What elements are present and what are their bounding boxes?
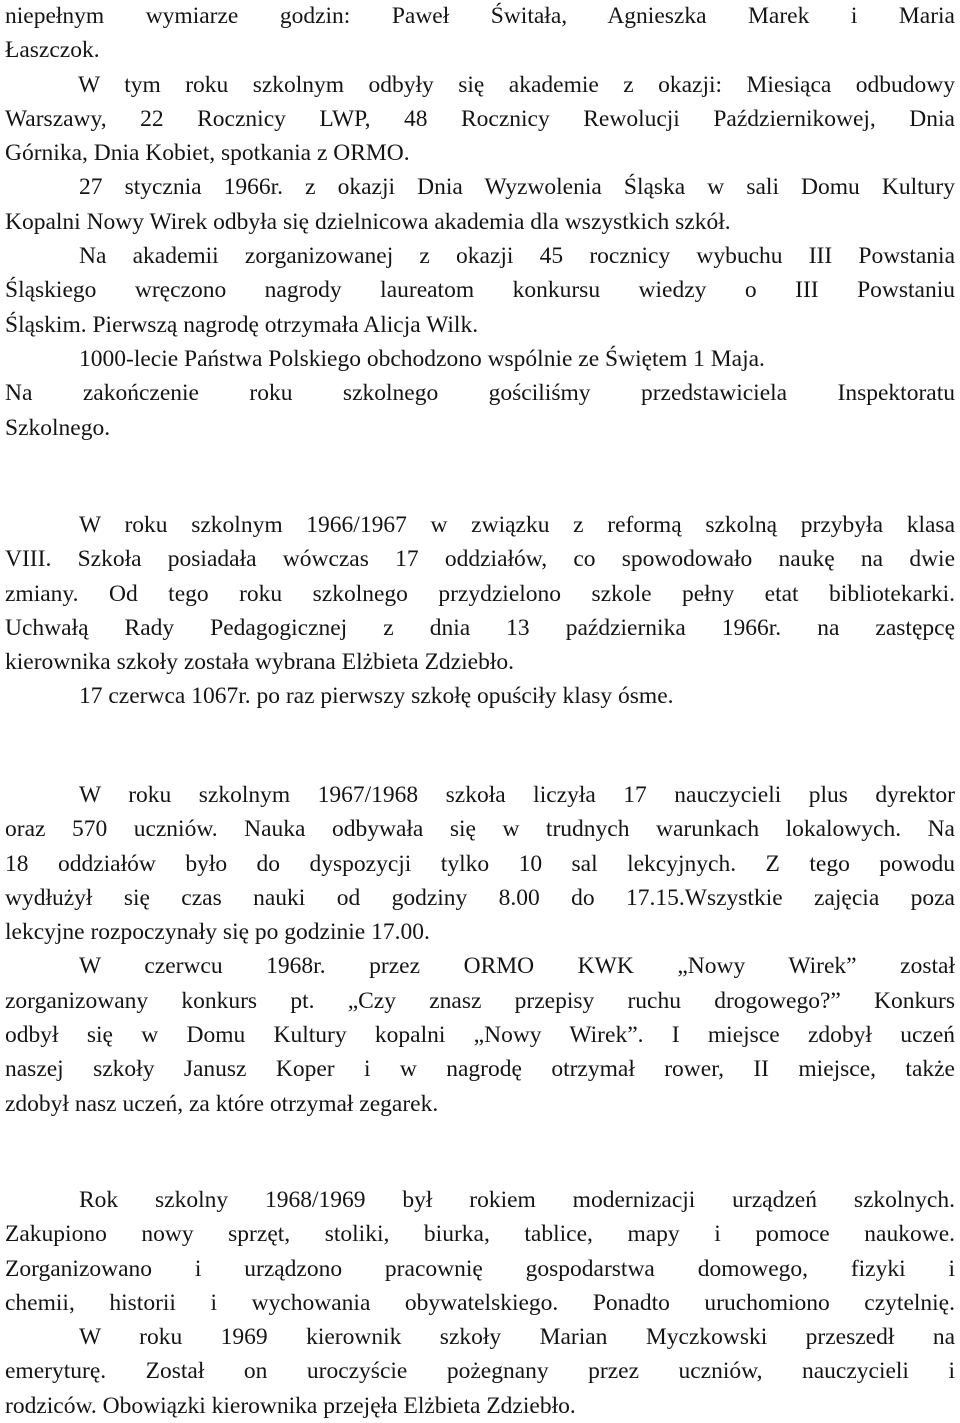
text-line: naszej szkoły Janusz Koper i w nagrodę otrzymał rower, II miejsce, także [5,1056,955,1083]
text-line: emeryturę. Został on uroczyście pożegnany przez uczniów, nauczycieli i [5,1358,955,1385]
text-line: rodziców. Obowiązki kierownika przejęła Elżbieta Zdziebło. [5,1392,576,1419]
paragraph-block-1968-1969 [5,1183,955,1423]
text-line: Szkolnego. [5,414,111,441]
text-line: zorganizowany konkurs pt. „Czy znasz przepisy ruchu drogowego?” Konkurs [5,987,955,1014]
text-line: lekcyjne rozpoczynały się po godzinie 17.00. [5,919,430,946]
text-line: odbył się w Domu Kultury kopalni „Nowy Wirek”. I miejsce zdobył uczeń [5,1022,955,1049]
text-line: Zorganizowano i urządzono pracownię gospodarstwa domowego, fizyki i [5,1255,955,1282]
text-line: W roku szkolnym 1967/1968 szkoła liczyła 17 nauczycieli plus dyrektor [79,782,955,808]
text-line: Uchwałą Rady Pedagogicznej z dnia 13 października 1966r. na zastępcę [5,614,955,641]
text-line: kierownika szkoły została wybrana Elżbieta Zdziebło. [5,649,514,676]
text-line: 1000-lecie Państwa Polskiego obchodzono wspólnie ze Świętem 1 Maja. [79,345,765,372]
text-line: zdobył nasz uczeń, za które otrzymał zegarek. [5,1090,439,1117]
text-line: Warszawy, 22 Rocznicy LWP, 48 Rocznicy Rewolucji Październikowej, Dnia [5,105,955,132]
text-line: chemii, historii i wychowania obywatelskiego. Ponadto uruchomiono czytelnię. [5,1289,955,1316]
text-line: VIII. Szkoła posiadała wówczas 17 oddziałów, co spowodowało naukę na dwie [5,546,955,573]
text-line: 18 oddziałów było do dyspozycji tylko 10 sal lekcyjnych. Z tego powodu [5,850,955,877]
text-line: oraz 570 uczniów. Nauka odbywała się w trudnych warunkach lokalowych. Na [5,816,955,843]
text-line: 27 stycznia 1966r. z okazji Dnia Wyzwolenia Śląska w sali Domu Kultury [79,174,955,201]
text-line: Górnika, Dnia Kobiet, spotkania z ORMO. [5,140,410,167]
text-line: W czerwcu 1968r. przez ORMO KWK „Nowy Wirek” został [79,953,955,980]
text-line: Śląskim. Pierwszą nagrodę otrzymała Alicja Wilk. [5,311,479,338]
paragraph-block-1967-1968 [5,778,955,1121]
text-line: Śląskiego wręczono nagrody laureatom konkursu wiedzy o III Powstaniu [5,277,955,304]
text-line: wydłużył się czas nauki od godziny 8.00 do 17.15.Wszystkie zajęcia poza [5,884,955,911]
text-line: W tym roku szkolnym odbyły się akademie z okazji: Miesiąca odbudowy [78,71,955,98]
paragraph-block-1966-events [5,0,955,445]
text-line: niepełnym wymiarze godzin: Paweł Świtała, Agnieszka Marek i Maria [5,3,955,29]
text-line: zmiany. Od tego roku szkolnego przydzielono szkole pełny etat bibliotekarki. [5,580,955,607]
text-line: 17 czerwca 1067r. po raz pierwszy szkołę opuściły klasy ósme. [79,683,674,710]
text-line: Zakupiono nowy sprzęt, stoliki, biurka, tablice, mapy i pomoce naukowe. [5,1221,955,1248]
text-line: W roku 1969 kierownik szkoły Marian Myczkowski przeszedł na [79,1324,955,1351]
text-line: Łaszczok. [5,37,100,64]
text-line: Na akademii zorganizowanej z okazji 45 rocznicy wybuchu III Powstania [79,243,955,270]
text-line: Rok szkolny 1968/1969 był rokiem modernizacji urządzeń szkolnych. [79,1187,955,1213]
text-line: Kopalni Nowy Wirek odbyła się dzielnicowa akademia dla wszystkich szkół. [5,208,731,235]
text-line: W roku szkolnym 1966/1967 w związku z reformą szkolną przybyła klasa [79,512,955,538]
paragraph-block-1966-1967 [5,508,955,714]
text-line: Na zakończenie roku szkolnego gościliśmy przedstawiciela Inspektoratu [5,380,955,407]
